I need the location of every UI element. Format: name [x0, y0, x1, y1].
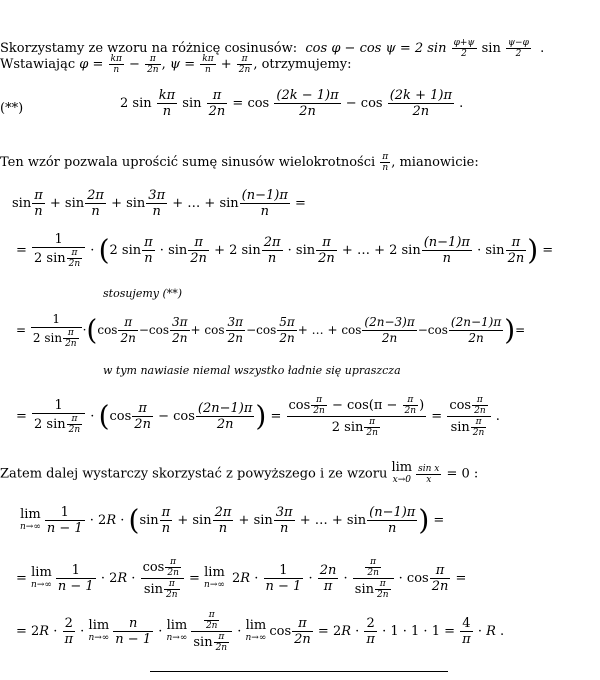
note-1: stosujemy (**) — [103, 287, 183, 300]
frac-psi-minus-phi: $\frac{\psi-\varphi}{2}$ — [507, 38, 529, 59]
para-2-text: Ten wzór pozwala uprościć sumę sinusów wielokrotności — [0, 155, 376, 170]
para-3-text: Zatem dalej wystarczy skorzystać z powyższego i ze wzoru — [0, 466, 388, 482]
step-3: = 1 2 sin $\frac{\pi}{2n}$ · (cos $\frac{\pi}{2n}$ − cos $\frac{(2n-1)\pi}{2n}$ ) = cos $\frac{\pi}{2n}$ − cos(π − $\frac{\pi}{2n}$ ) 2 sin $\frac{\pi}{2n}$ = cos $\frac{\pi}{2n}$ sin $\frac{\pi}{2n}$ . — [16, 395, 500, 438]
lim-sub-x: x→0 — [392, 475, 411, 485]
intro-text-1: Skorzystamy ze wzoru na różnicę cosinusów: — [0, 41, 298, 56]
intro-line-2: Wstawiając φ = $\frac{k\pi}{n}$ − $\frac{\pi}{2n}$ , ψ = $\frac{k\pi}{n}$ + $\frac{\pi}{2n}$ , otrzymujemy: — [0, 54, 352, 75]
limit-1: lim n→∞ $\frac{1}{n - 1}$ · 2R · (sin $\frac{\pi}{n}$ + sin $\frac{2\pi}{n}$ + sin $\frac{3\pi}{n}$ + … + sin $\frac{(n-1)\pi}{n}$ ) = — [20, 503, 445, 537]
sum-line: sin $\frac{\pi}{n}$ + sin $\frac{2\pi}{n}$ + sin $\frac{3\pi}{n}$ + … + sin $\frac{(n-1)\pi}{n}$ = — [12, 188, 306, 219]
intro-formula-1: cos φ − cos ψ = 2 sin — [305, 41, 447, 56]
end-rule — [150, 671, 448, 672]
para-2: Ten wzór pozwala uprościć sumę sinusów wielokrotności $\frac{\pi}{n}$ , mianowicie: — [0, 152, 479, 173]
note-2: w tym nawiasie niemal wszystko ładnie się upraszcza — [103, 364, 401, 377]
step-2: = 1 2 sin $\frac{\pi}{2n}$ ·(cos $\frac{\pi}{2n}$ −cos $\frac{3\pi}{2n}$ + cos $\frac{3\pi}{2n}$ −cos $\frac{5\pi}{2n}$ + … + cos $\frac{(2n-3)\pi}{2n}$ −cos $\frac{(2n-1)\pi}{2n}$ )= — [16, 312, 526, 349]
limit-2: = lim n→∞ $\frac{1}{n - 1}$ · 2R · cos $\frac{\pi}{2n}$ sin $\frac{\pi}{2n}$ = lim n→∞ 2R · $\frac{1}{n - 1}$ · $\frac{2n}{\pi}$ · $\frac{\pi}{2n}$ sin $\frac{\pi}{2n}$ · cos $\frac{\pi}{2n}$ = — [16, 557, 467, 600]
eq-label: (**) — [0, 101, 24, 116]
lim-word: lim — [391, 460, 413, 475]
intro-text-2-end: , otrzymujemy: — [253, 57, 352, 72]
equation-star: 2 sin $\frac{k\pi}{n}$ sin $\frac{\pi}{2n}$ = cos $\frac{(2k - 1)\pi}{2n}$ − cos $\frac{(2k + 1)\pi}{2n}$ . — [120, 88, 464, 119]
intro-text-2: Wstawiając — [0, 57, 76, 72]
frac-phi-plus-psi: $\frac{\varphi+\psi}{2}$ — [453, 38, 475, 59]
para-3: Zatem dalej wystarczy skorzystać z powyższego i ze wzoru lim x→0 $\frac{\text{sin x}}{x}$ = 0 : — [0, 460, 479, 485]
para-3-end: : — [473, 466, 479, 482]
intro-line-1: Skorzystamy ze wzoru na różnicę cosinusów: cos φ − cos ψ = 2 sin $\frac{\varphi+\psi}{2}$ sin $\frac{\psi-\varphi}{2}$ . — [0, 38, 545, 59]
limit-3: = 2R · $\frac{2}{\pi}$ · lim n→∞ $\frac{n}{n - 1}$ · lim n→∞ $\frac{\pi}{2n}$ sin $\frac{\pi}{2n}$ · lim n→∞ cos $\frac{\pi}{2n}$ = 2R · $\frac{2}{\pi}$ · 1 · 1 · 1 = $\frac{4}{\pi}$ · R . — [16, 610, 505, 653]
para-2-end: , mianowicie: — [391, 155, 479, 170]
step-1: = 1 2 sin $\frac{\pi}{2n}$ · (2 sin $\frac{\pi}{n}$ · sin $\frac{\pi}{2n}$ + 2 sin $\frac{2\pi}{n}$ · sin $\frac{\pi}{2n}$ + … + 2 sin $\frac{(n-1)\pi}{n}$ · sin $\frac{\pi}{2n}$ ) = — [16, 232, 554, 269]
